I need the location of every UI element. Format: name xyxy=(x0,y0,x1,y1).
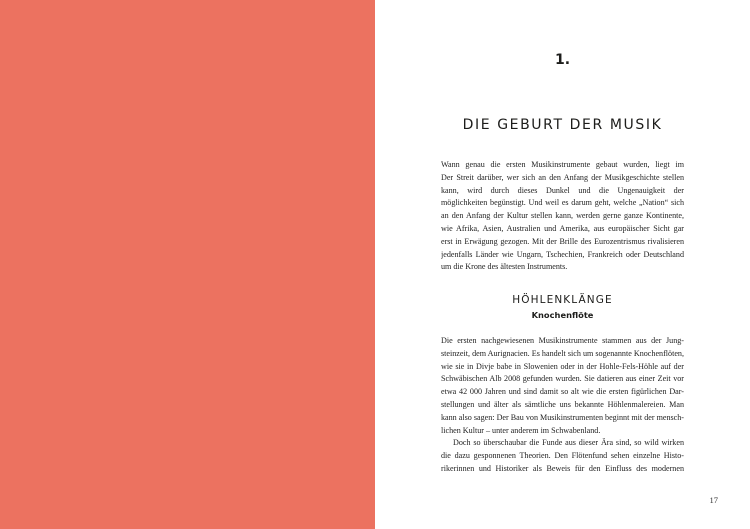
text-line: jedenfalls Länder wie Ungarn, Tschechien, Frankreich oder Deutschland xyxy=(441,249,684,259)
section-subheading: Knochenflöte xyxy=(531,310,594,320)
text-line: wie Afrika, Asien, Australien und Amerika, aus europäischer Sicht gar xyxy=(441,223,684,233)
text-line: kann, wird durch dieses Dunkel und die Ungenauigkeit der xyxy=(441,185,684,195)
text-line: wie sie in Divje babe in Slowenien oder in der Hohle-Fels-Höhle auf der xyxy=(441,361,684,371)
text-line: Der Streit darüber, wer sich an den Anfang der Musikgeschichte stellen xyxy=(441,172,684,182)
text-line: möglichkeiten begünstigt. Und weil es darum geht, welche „Nation“ sich xyxy=(441,198,684,208)
text-line: lichen Kultur – unter anderem im Schwabenland. xyxy=(441,425,601,435)
text-line: Die ersten nachgewiesenen Musikinstrumente stammen aus der Jung- xyxy=(441,336,684,345)
page-number: 17 xyxy=(709,495,718,505)
text-line: etwa 42 000 Jahren und sind damit so alt wie die ersten figürlichen Dar- xyxy=(441,387,684,397)
section-paragraph xyxy=(441,335,684,476)
chapter-title: DIE GEBURT DER MUSIK xyxy=(462,117,663,133)
intro-paragraph xyxy=(441,159,684,274)
text-line: die dazu gesponnenen Theorien. Den Flötenfund sehen einzelne Histo- xyxy=(441,451,684,461)
text-line: Schwäbischen Alb 2008 gefunden wurden. Sie datieren aus einer Zeit vor xyxy=(441,374,684,384)
text-line: erst in Erwägung gezogen. Mit der Brille des Eurozentrismus rivalisieren xyxy=(441,236,684,246)
text-line: Wann genau die ersten Musikinstrumente gebaut wurden, liegt im xyxy=(441,160,684,169)
text-line: rikerinnen und Historiker als Beweis für den Einfluss des modernen xyxy=(441,463,684,473)
text-line: an den Anfang der Kultur stellen kann, werden gerne ganze Kontinente, xyxy=(441,211,684,221)
chapter-number: 1. xyxy=(554,52,571,68)
text-line: um die Krone des ältesten Instruments. xyxy=(441,262,568,272)
text-line: stellungen und älter als sämtliche uns bekannte Höhlenmalereien. Man xyxy=(441,399,684,409)
right-page xyxy=(375,0,750,529)
text-line: kann also sagen: Der Bau von Musikinstrumenten beginnt mit der mensch- xyxy=(441,412,684,422)
text-line: steinzeit, dem Aurignacien. Es handelt sich um sogenannte Knochenflöten, xyxy=(441,348,684,358)
text-line: Doch so überschaubar die Funde aus dieser Ära sind, so wild wirken xyxy=(453,438,684,448)
section-heading: HÖHLENKLÄNGE xyxy=(512,294,613,306)
